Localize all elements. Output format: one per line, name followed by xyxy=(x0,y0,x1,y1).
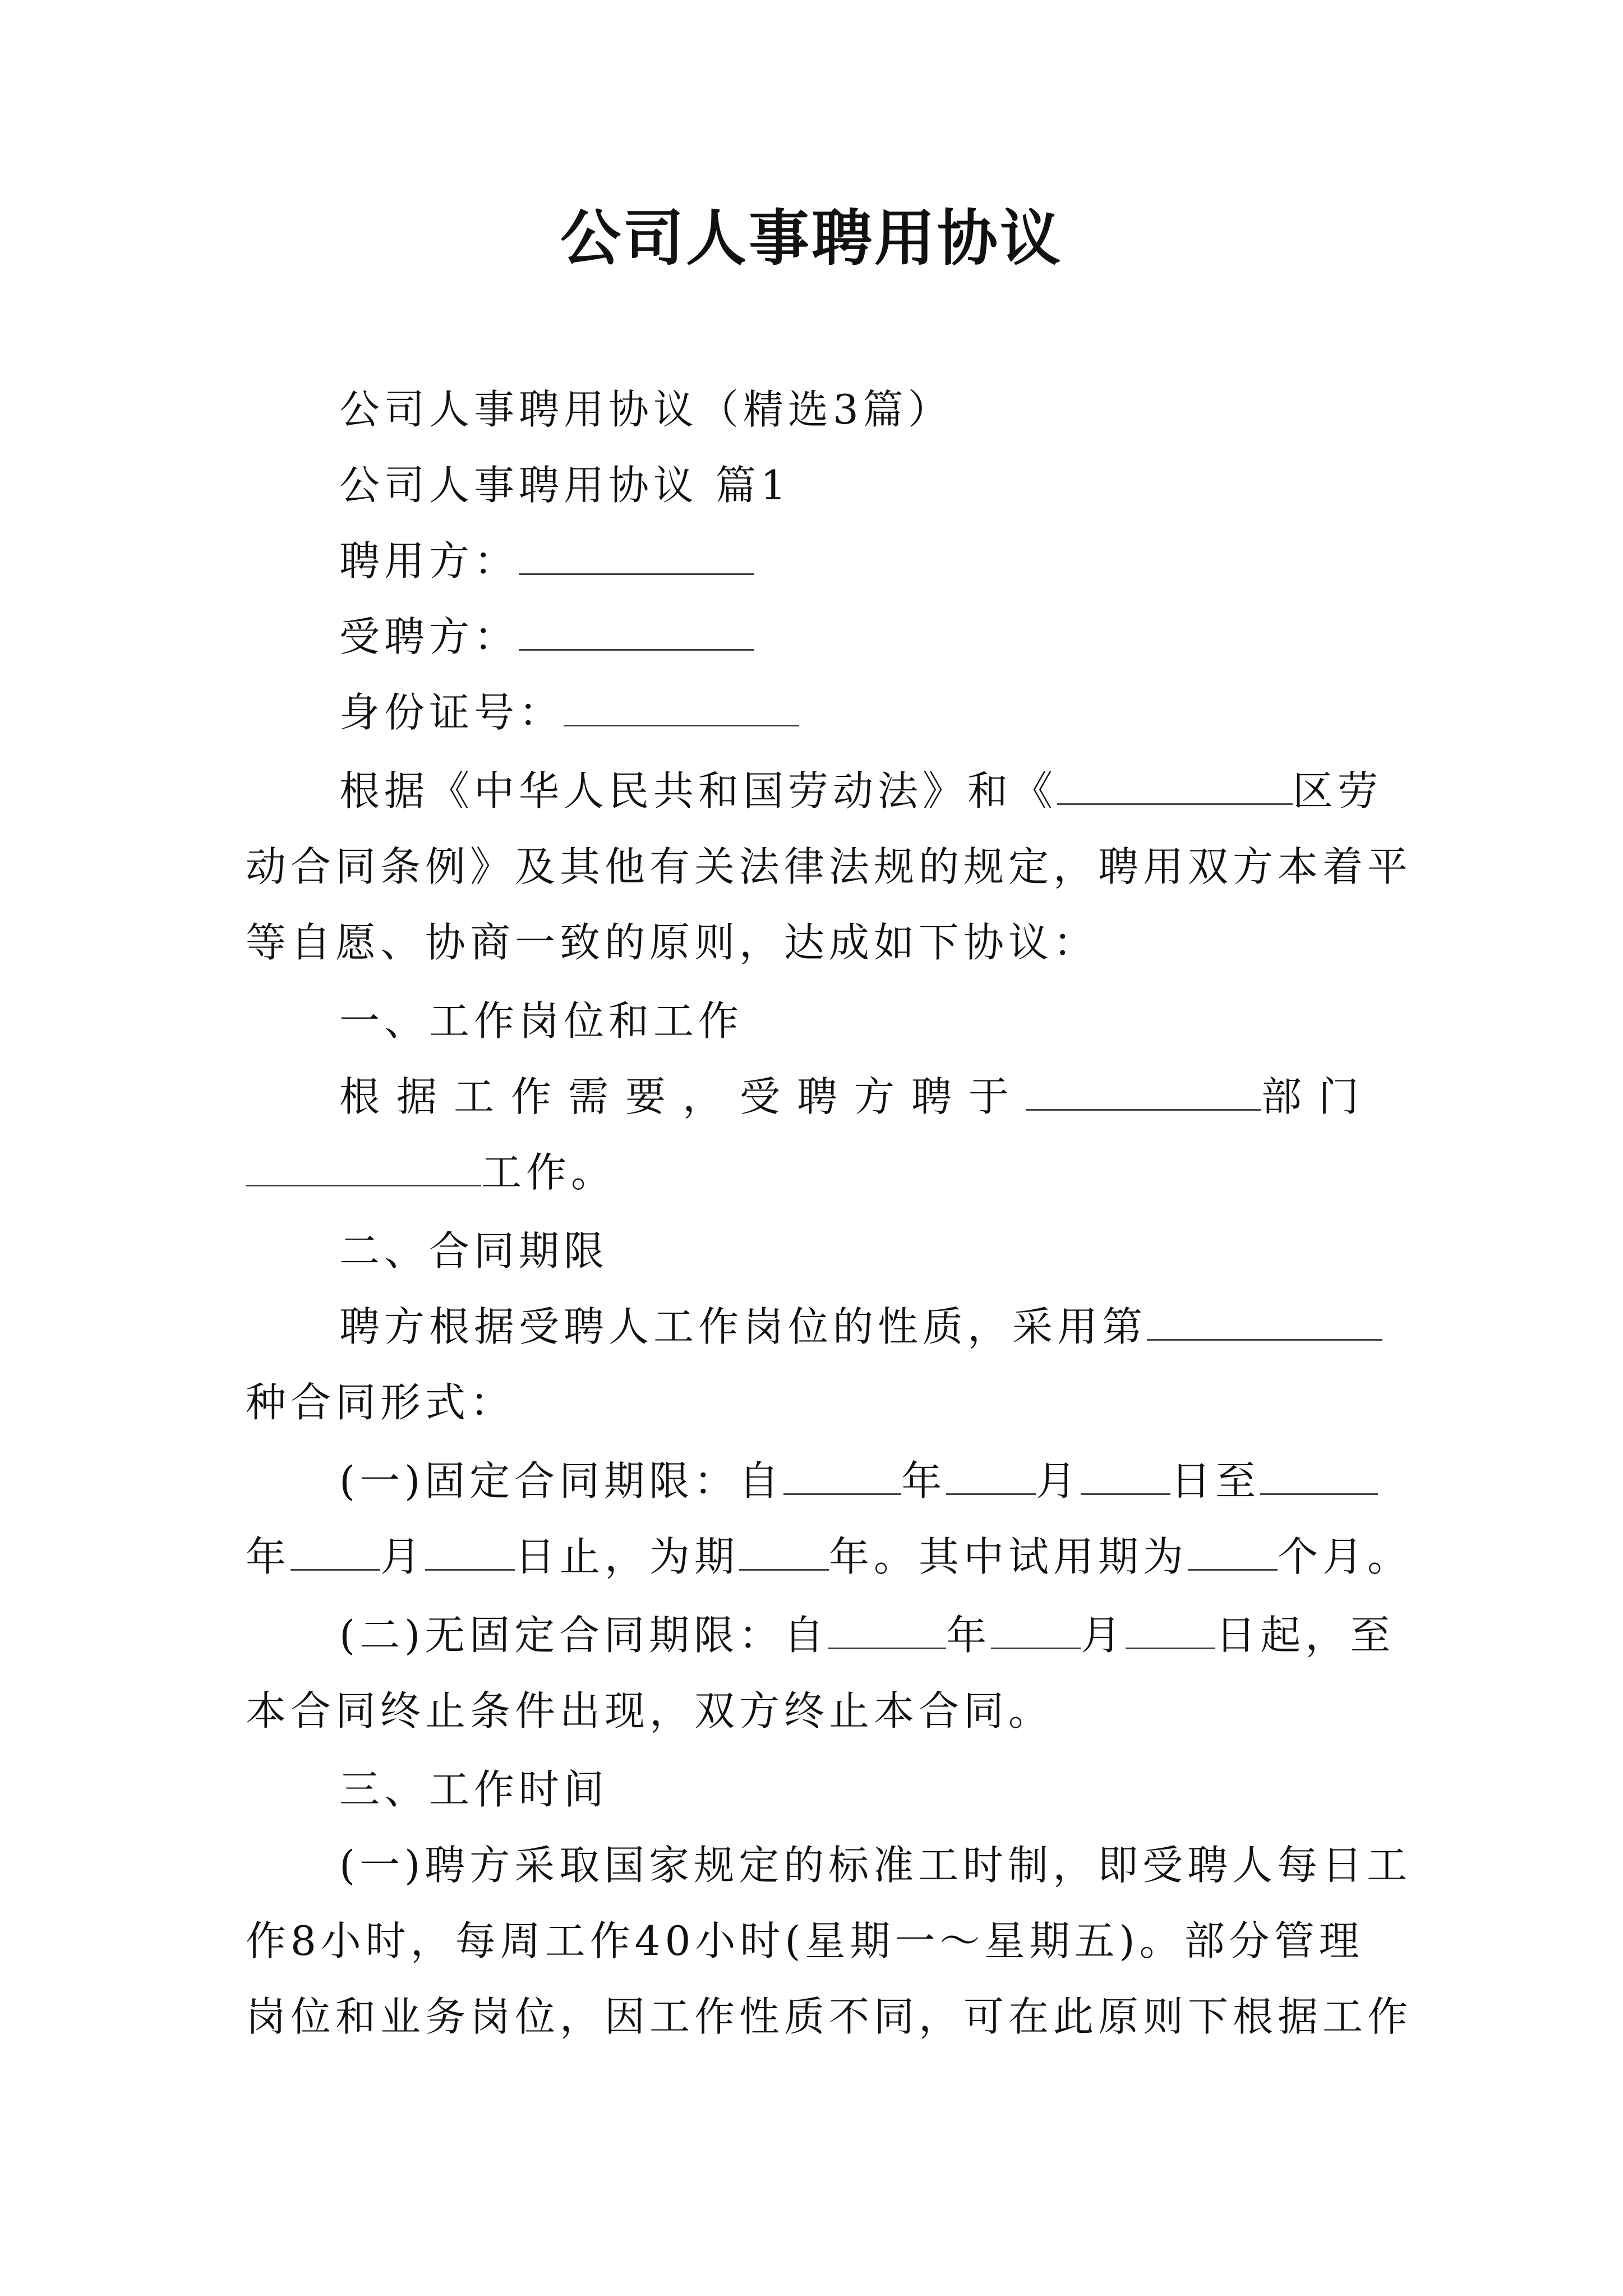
end-year-blank[interactable] xyxy=(1260,1454,1378,1495)
para1-text-a: 根据《中华人民共和国劳动法》和《 xyxy=(339,767,1058,815)
fixed-text-a: (一)固定合同期限：自 xyxy=(339,1457,784,1504)
heading-3: 三、工作时间 xyxy=(339,1766,609,1813)
employer-line xyxy=(339,533,1478,589)
term-text-a: 聘方根据受聘人工作岗位的性质，采用第 xyxy=(339,1303,1147,1350)
day-to-label: 日至 xyxy=(1170,1457,1261,1504)
start-year-blank[interactable] xyxy=(783,1454,901,1495)
district-blank[interactable] xyxy=(1057,764,1293,805)
job-line2 xyxy=(246,1144,1384,1200)
heading-1: 一、工作岗位和工作 xyxy=(339,997,744,1045)
para1-line3: 等自愿、协商一致的原则，达成如下协议： xyxy=(246,919,1099,966)
open-text-a: (二)无固定合同期限：自 xyxy=(339,1612,829,1659)
end-day-blank[interactable] xyxy=(425,1530,515,1571)
end-month-blank[interactable] xyxy=(291,1530,380,1571)
open-term-line2: 本合同终止条件出现，双方终止本合同。 xyxy=(246,1687,1054,1734)
para1-line1 xyxy=(339,763,1478,819)
term-line2: 种合同形式： xyxy=(246,1379,515,1426)
open-year-blank[interactable] xyxy=(828,1608,946,1649)
start-day-blank[interactable] xyxy=(1081,1454,1170,1495)
employee-blank[interactable] xyxy=(519,610,754,651)
fixed-term-line2 xyxy=(246,1529,1413,1585)
month-label-2: 月 xyxy=(380,1533,426,1580)
contract-type-blank[interactable] xyxy=(1147,1300,1382,1341)
employee-line xyxy=(339,609,1478,665)
job-text-a: 根据工作需要，受聘方聘于 xyxy=(339,1073,1026,1120)
subtitle: 公司人事聘用协议（精选3篇） xyxy=(339,386,953,433)
para1-line2: 动合同条例》及其他有关法律法规的规定，聘用双方本着平 xyxy=(246,843,1413,890)
year-label-2: 年 xyxy=(246,1533,291,1580)
month-label-3: 月 xyxy=(1081,1612,1126,1659)
heading-2: 二、合同期限 xyxy=(339,1227,609,1274)
day-from-label: 日起，至 xyxy=(1215,1612,1395,1659)
employer-label: 聘用方： xyxy=(339,537,519,585)
day-end-label: 日止，为期 xyxy=(515,1533,740,1580)
year-label: 年 xyxy=(901,1457,947,1504)
job-text-b: 部门 xyxy=(1261,1073,1376,1120)
section-heading: 公司人事聘用协议 篇1 xyxy=(339,462,791,509)
para1-text-b: 区劳 xyxy=(1293,767,1383,815)
id-label: 身份证号： xyxy=(339,689,564,736)
month-end-label: 个月。 xyxy=(1278,1533,1413,1580)
department-blank[interactable] xyxy=(1026,1070,1261,1111)
month-label: 月 xyxy=(1036,1457,1081,1504)
duration-blank[interactable] xyxy=(739,1530,829,1571)
employee-label: 受聘方： xyxy=(339,613,519,660)
document-title: 公司人事聘用协议 xyxy=(560,203,1063,274)
job-line1 xyxy=(339,1069,1478,1125)
hours-line3: 岗位和业务岗位，因工作性质不同，可在此原则下根据工作 xyxy=(246,1993,1413,2040)
id-line xyxy=(339,684,1478,740)
open-term-line1 xyxy=(339,1607,1478,1663)
id-blank[interactable] xyxy=(564,685,799,726)
hours-line2: 作8小时，每周工作40小时(星期一～星期五)。部分管理 xyxy=(246,1917,1364,1964)
year-label-3: 年 xyxy=(946,1612,992,1659)
start-month-blank[interactable] xyxy=(946,1454,1036,1495)
open-day-blank[interactable] xyxy=(1126,1608,1215,1649)
job-text-c: 工作。 xyxy=(481,1149,616,1196)
term-line1 xyxy=(339,1299,1478,1355)
position-blank[interactable] xyxy=(246,1145,481,1186)
probation-text: 年。其中试用期为 xyxy=(829,1533,1188,1580)
probation-blank[interactable] xyxy=(1188,1530,1278,1571)
hours-line1: (一)聘方采取国家规定的标准工时制，即受聘人每日工 xyxy=(339,1842,1412,1889)
open-month-blank[interactable] xyxy=(991,1608,1081,1649)
employer-blank[interactable] xyxy=(519,534,754,575)
fixed-term-line1 xyxy=(339,1453,1478,1509)
